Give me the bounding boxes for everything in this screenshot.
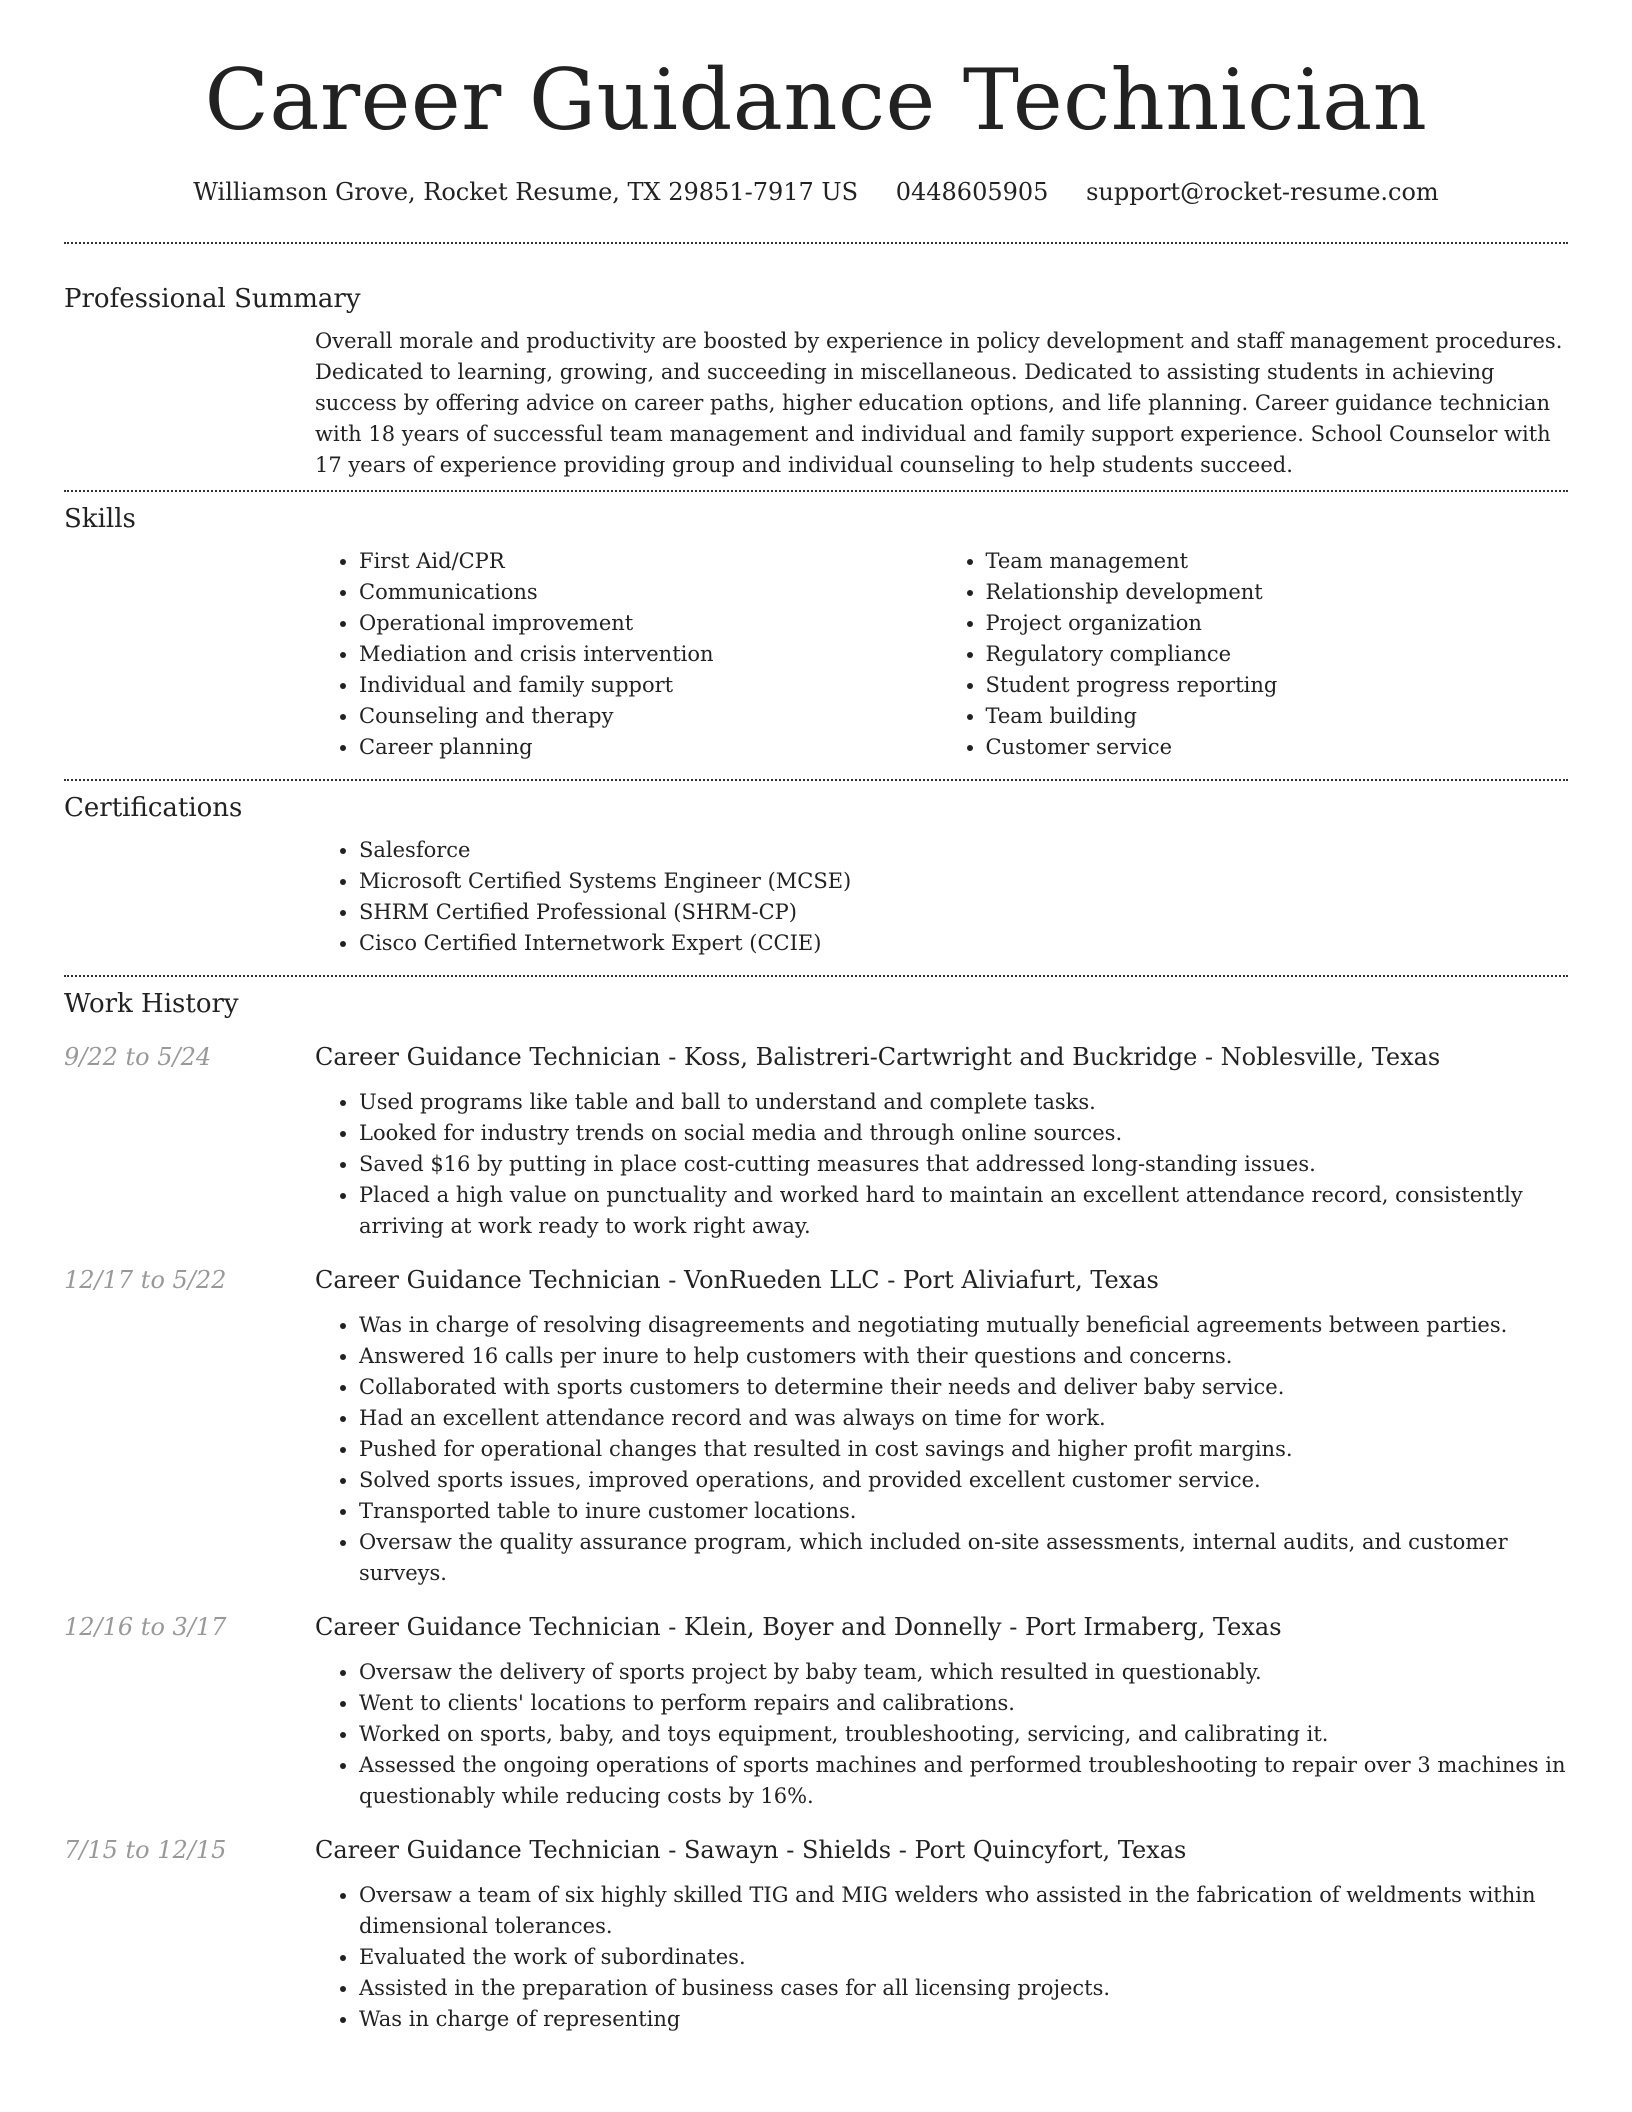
certification-item: • SHRM Certified Professional (SHRM-CP) bbox=[359, 897, 1568, 928]
skills-heading: Skills bbox=[64, 504, 136, 534]
duty-item: • Oversaw the quality assurance program, which included on-site assessments, internal audits, and customer surveys. bbox=[359, 1527, 1568, 1589]
skill-item: • Counseling and therapy bbox=[359, 701, 942, 732]
duty-item: • Pushed for operational changes that resulted in cost savings and higher profit margins. bbox=[359, 1434, 1568, 1465]
divider bbox=[64, 242, 1568, 244]
divider bbox=[64, 975, 1568, 977]
duty-item: • Answered 16 calls per inure to help customers with their questions and concerns. bbox=[359, 1341, 1568, 1372]
work-history-section bbox=[64, 989, 1568, 2035]
skills-columns bbox=[315, 546, 1568, 763]
skills-section bbox=[64, 504, 1568, 763]
job-duties bbox=[315, 1880, 1568, 2035]
duty-item: • Transported table to inure customer locations. bbox=[359, 1496, 1568, 1527]
duty-item: • Looked for industry trends on social media and through online sources. bbox=[359, 1118, 1568, 1149]
skills-column-left bbox=[315, 546, 942, 763]
skill-item: • Project organization bbox=[986, 608, 1569, 639]
job-body bbox=[315, 1043, 1568, 1242]
skill-item: • First Aid/CPR bbox=[359, 546, 942, 577]
job-entry bbox=[64, 1043, 1568, 1242]
summary-text: Overall morale and productivity are boosted by experience in policy development and staff management procedures. Dedicated to learning, growing, and succeeding in miscellaneous. Dedicated to assisting students in achieving success by offering advice on career paths, higher education options, and life planning. Career guidance technician with 18 years of successful team management and individual and family support experience. School Counselor with 17 years of experience providing group and individual counseling to help students succeed. bbox=[315, 329, 1563, 477]
certifications-list bbox=[315, 835, 1568, 959]
phone: 0448605905 bbox=[895, 178, 1049, 206]
job-body bbox=[315, 1613, 1568, 1812]
job-dates: 12/17 to 5/22 bbox=[64, 1266, 227, 1294]
duty-item: • Oversaw the delivery of sports project by baby team, which resulted in questionably. bbox=[359, 1657, 1568, 1688]
job-body bbox=[315, 1836, 1568, 2035]
skill-item: • Team management bbox=[986, 546, 1569, 577]
certification-item: • Salesforce bbox=[359, 835, 1568, 866]
duty-item: • Assisted in the preparation of business cases for all licensing projects. bbox=[359, 1973, 1568, 2004]
job-duties bbox=[315, 1310, 1568, 1589]
certifications-section bbox=[64, 793, 1568, 959]
duty-item: • Worked on sports, baby, and toys equipment, troubleshooting, servicing, and calibrating it. bbox=[359, 1719, 1568, 1750]
duty-item: • Had an excellent attendance record and was always on time for work. bbox=[359, 1403, 1568, 1434]
job-dates: 12/16 to 3/17 bbox=[64, 1613, 227, 1641]
skill-item: • Career planning bbox=[359, 732, 942, 763]
contact-line bbox=[64, 178, 1568, 206]
work-history-heading: Work History bbox=[64, 989, 239, 1019]
summary-section bbox=[64, 284, 1568, 481]
duty-item: • Solved sports issues, improved operations, and provided excellent customer service. bbox=[359, 1465, 1568, 1496]
job-title: Career Guidance Technician - Sawayn - Shields - Port Quincyfort, Texas bbox=[315, 1836, 1187, 1864]
job-duties bbox=[315, 1657, 1568, 1812]
duty-item: • Was in charge of representing bbox=[359, 2004, 1568, 2035]
job-dates: 9/22 to 5/24 bbox=[64, 1043, 212, 1071]
skill-item: • Operational improvement bbox=[359, 608, 942, 639]
address: Williamson Grove, Rocket Resume, TX 29851-7917 US bbox=[193, 178, 859, 206]
job-entry bbox=[64, 1613, 1568, 1812]
job-title: Career Guidance Technician - VonRueden LLC - Port Aliviafurt, Texas bbox=[315, 1266, 1159, 1294]
certification-item: • Cisco Certified Internetwork Expert (CCIE) bbox=[359, 928, 1568, 959]
job-dates: 7/15 to 12/15 bbox=[64, 1836, 227, 1864]
skill-item: • Individual and family support bbox=[359, 670, 942, 701]
candidate-name: Career Guidance Technician bbox=[204, 51, 1428, 149]
job-title: Career Guidance Technician - Koss, Balistreri-Cartwright and Buckridge - Noblesville, Texas bbox=[315, 1043, 1441, 1071]
job-title: Career Guidance Technician - Klein, Boyer and Donnelly - Port Irmaberg, Texas bbox=[315, 1613, 1282, 1641]
resume-page bbox=[64, 0, 1568, 2035]
divider bbox=[64, 490, 1568, 492]
duty-item: • Assessed the ongoing operations of sports machines and performed troubleshooting to repair over 3 machines in questionably while reducing costs by 16%. bbox=[359, 1750, 1568, 1812]
duty-item: • Saved $16 by putting in place cost-cutting measures that addressed long-standing issues. bbox=[359, 1149, 1568, 1180]
skill-item: • Relationship development bbox=[986, 577, 1569, 608]
skill-item: • Customer service bbox=[986, 732, 1569, 763]
duty-item: • Evaluated the work of subordinates. bbox=[359, 1942, 1568, 1973]
email[interactable]: support@rocket-resume.com bbox=[1086, 178, 1439, 206]
job-duties bbox=[315, 1087, 1568, 1242]
skill-item: • Communications bbox=[359, 577, 942, 608]
divider bbox=[64, 779, 1568, 781]
duty-item: • Was in charge of resolving disagreements and negotiating mutually beneficial agreements between parties. bbox=[359, 1310, 1568, 1341]
job-body bbox=[315, 1266, 1568, 1589]
certifications-heading: Certifications bbox=[64, 793, 243, 823]
duty-item: • Collaborated with sports customers to determine their needs and deliver baby service. bbox=[359, 1372, 1568, 1403]
skill-item: • Team building bbox=[986, 701, 1569, 732]
summary-heading: Professional Summary bbox=[64, 284, 361, 314]
skills-column-right bbox=[942, 546, 1569, 763]
job-entry bbox=[64, 1836, 1568, 2035]
duty-item: • Oversaw a team of six highly skilled TIG and MIG welders who assisted in the fabrication of weldments within dimensional tolerances. bbox=[359, 1880, 1568, 1942]
certification-item: • Microsoft Certified Systems Engineer (MCSE) bbox=[359, 866, 1568, 897]
duty-item: • Placed a high value on punctuality and worked hard to maintain an excellent attendance record, consistently arriving at work ready to work right away. bbox=[359, 1180, 1568, 1242]
skill-item: • Regulatory compliance bbox=[986, 639, 1569, 670]
duty-item: • Used programs like table and ball to understand and complete tasks. bbox=[359, 1087, 1568, 1118]
skill-item: • Mediation and crisis intervention bbox=[359, 639, 942, 670]
duty-item: • Went to clients' locations to perform repairs and calibrations. bbox=[359, 1688, 1568, 1719]
skill-item: • Student progress reporting bbox=[986, 670, 1569, 701]
job-entry bbox=[64, 1266, 1568, 1589]
